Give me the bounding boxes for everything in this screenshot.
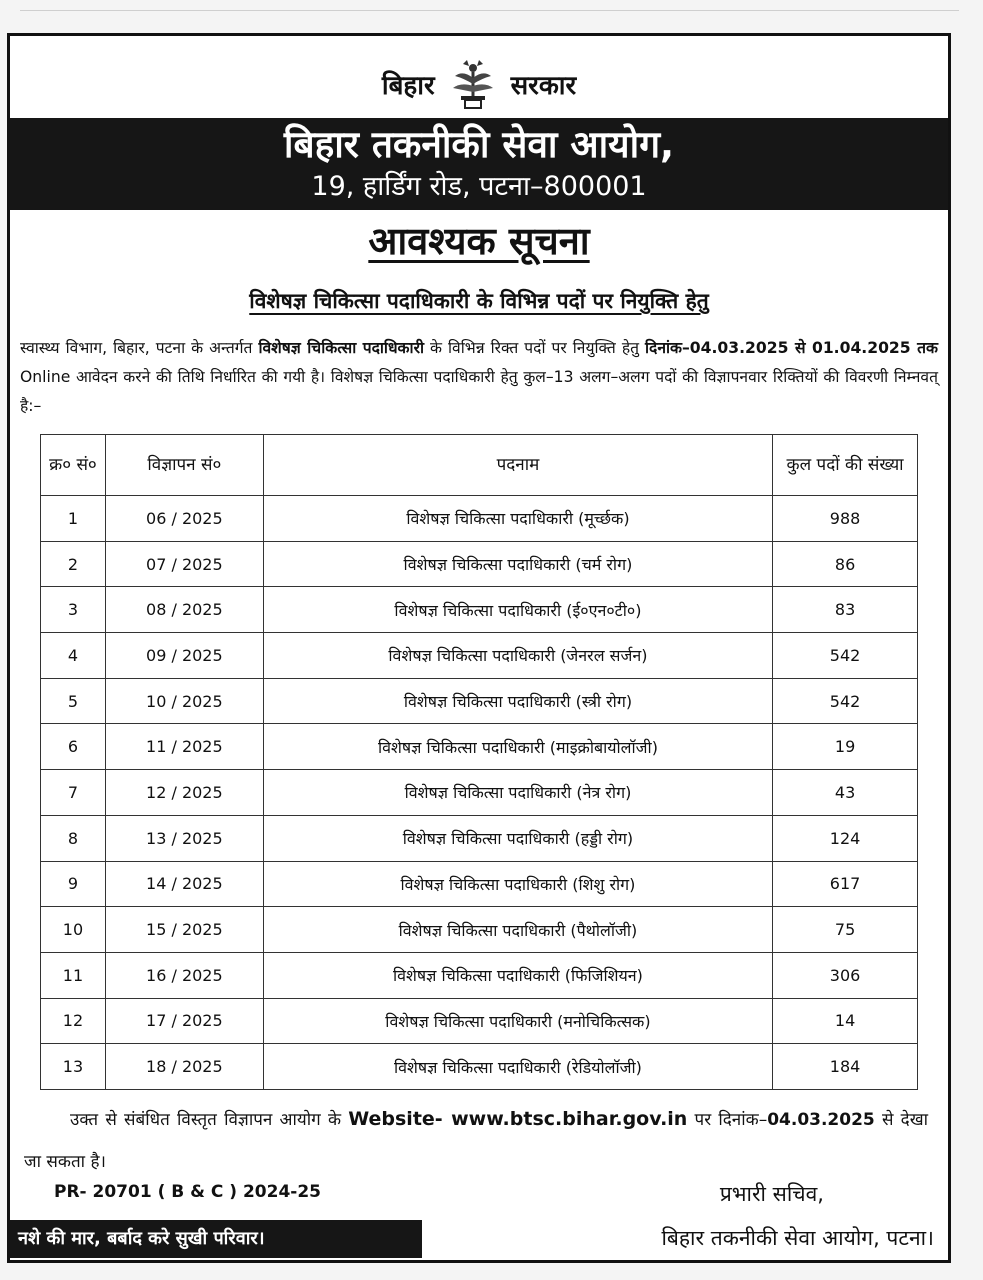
cell-advt-no: 06 / 2025 bbox=[105, 496, 263, 542]
cell-total-posts: 14 bbox=[773, 998, 918, 1044]
notice-title bbox=[10, 218, 948, 264]
footer-text-3: से देखा जा सकता है। bbox=[24, 1110, 929, 1172]
cell-serial: 1 bbox=[41, 496, 106, 542]
cell-post-name: विशेषज्ञ चिकित्सा पदाधिकारी (चर्म रोग) bbox=[263, 541, 772, 587]
organization-address: 19, हार्डिंग रोड, पटना–800001 bbox=[311, 171, 647, 202]
cell-serial: 5 bbox=[41, 678, 106, 724]
cell-advt-no: 13 / 2025 bbox=[105, 815, 263, 861]
government-header bbox=[10, 56, 948, 112]
intro-text-3: Online आवेदन करने की तिथि निर्धारित की गयी है। विशेषज्ञ चिकित्सा पदाधिकारी हेतु कुल–13 अलग–अलग पदों की विज्ञापनवार रिक्तियों की विवरणी निम्नवत् है:– bbox=[20, 368, 938, 415]
notice-title-text: आवश्यक सूचना bbox=[368, 219, 590, 263]
intro-text-2: के विभिन्न रिक्त पदों पर नियुक्ति हेतु bbox=[423, 339, 646, 357]
table-row bbox=[41, 633, 918, 679]
gov-left-text: बिहार bbox=[381, 71, 435, 101]
organization-name: बिहार तकनीकी सेवा आयोग, bbox=[283, 123, 675, 166]
cell-total-posts: 19 bbox=[773, 724, 918, 770]
cell-serial: 2 bbox=[41, 541, 106, 587]
cell-post-name: विशेषज्ञ चिकित्सा पदाधिकारी (स्त्री रोग) bbox=[263, 678, 772, 724]
gov-right-text: सरकार bbox=[510, 71, 577, 101]
cell-total-posts: 306 bbox=[773, 952, 918, 998]
cell-total-posts: 542 bbox=[773, 678, 918, 724]
table-row bbox=[41, 861, 918, 907]
cell-advt-no: 15 / 2025 bbox=[105, 907, 263, 953]
slogan-banner: नशे की मार, बर्बाद करे सुखी परिवार। bbox=[10, 1220, 422, 1258]
cell-serial: 4 bbox=[41, 633, 106, 679]
table-row bbox=[41, 815, 918, 861]
cell-post-name: विशेषज्ञ चिकित्सा पदाधिकारी (शिशु रोग) bbox=[263, 861, 772, 907]
cell-serial: 6 bbox=[41, 724, 106, 770]
cell-post-name: विशेषज्ञ चिकित्सा पदाधिकारी (माइक्रोबायोलॉजी) bbox=[263, 724, 772, 770]
signatory-designation: प्रभारी सचिव, bbox=[719, 1182, 824, 1206]
cell-total-posts: 184 bbox=[773, 1044, 918, 1090]
organization-banner bbox=[10, 118, 948, 210]
table-row bbox=[41, 496, 918, 542]
cell-serial: 7 bbox=[41, 770, 106, 816]
cell-post-name: विशेषज्ञ चिकित्सा पदाधिकारी (हड्डी रोग) bbox=[263, 815, 772, 861]
col-header-post-name: पदनाम bbox=[263, 435, 772, 496]
footer-text-2: पर दिनांक– bbox=[687, 1110, 768, 1130]
footer-paragraph bbox=[24, 1098, 928, 1183]
cell-serial: 13 bbox=[41, 1044, 106, 1090]
table-row bbox=[41, 952, 918, 998]
table-row bbox=[41, 541, 918, 587]
cell-total-posts: 43 bbox=[773, 770, 918, 816]
cell-advt-no: 07 / 2025 bbox=[105, 541, 263, 587]
bihar-emblem-icon bbox=[449, 58, 497, 110]
cell-post-name: विशेषज्ञ चिकित्सा पदाधिकारी (मूर्च्छक) bbox=[263, 496, 772, 542]
signature-block bbox=[661, 1172, 934, 1260]
cell-serial: 10 bbox=[41, 907, 106, 953]
col-header-advt-no: विज्ञापन सं० bbox=[105, 435, 263, 496]
notice-subtitle bbox=[10, 286, 948, 316]
cell-advt-no: 12 / 2025 bbox=[105, 770, 263, 816]
table-row bbox=[41, 907, 918, 953]
cell-total-posts: 83 bbox=[773, 587, 918, 633]
cell-advt-no: 09 / 2025 bbox=[105, 633, 263, 679]
website-link[interactable]: Website- www.btsc.bihar.gov.in bbox=[348, 1108, 688, 1130]
cell-serial: 12 bbox=[41, 998, 106, 1044]
signatory-organization: बिहार तकनीकी सेवा आयोग, पटना। bbox=[661, 1226, 934, 1250]
cell-post-name: विशेषज्ञ चिकित्सा पदाधिकारी (मनोचिकित्सक) bbox=[263, 998, 772, 1044]
footer-date: 04.03.2025 bbox=[767, 1110, 875, 1130]
intro-text-1: स्वास्थ्य विभाग, बिहार, पटना के अन्तर्गत bbox=[20, 339, 259, 357]
pr-number: PR- 20701 ( B & C ) 2024-25 bbox=[54, 1182, 322, 1202]
col-header-serial: क्र० सं० bbox=[41, 435, 106, 496]
vacancy-table bbox=[40, 434, 918, 1090]
cell-advt-no: 16 / 2025 bbox=[105, 952, 263, 998]
top-divider bbox=[20, 10, 959, 11]
col-header-total-posts: कुल पदों की संख्या bbox=[773, 435, 918, 496]
cell-post-name: विशेषज्ञ चिकित्सा पदाधिकारी (नेत्र रोग) bbox=[263, 770, 772, 816]
cell-advt-no: 08 / 2025 bbox=[105, 587, 263, 633]
cell-advt-no: 18 / 2025 bbox=[105, 1044, 263, 1090]
notice-frame bbox=[7, 33, 951, 1263]
cell-advt-no: 17 / 2025 bbox=[105, 998, 263, 1044]
intro-paragraph bbox=[20, 334, 938, 421]
cell-post-name: विशेषज्ञ चिकित्सा पदाधिकारी (ई०एन०टी०) bbox=[263, 587, 772, 633]
cell-advt-no: 10 / 2025 bbox=[105, 678, 263, 724]
notice-subtitle-text: विशेषज्ञ चिकित्सा पदाधिकारी के विभिन्न पदों पर नियुक्ति हेतु bbox=[249, 289, 709, 313]
cell-total-posts: 617 bbox=[773, 861, 918, 907]
cell-total-posts: 988 bbox=[773, 496, 918, 542]
intro-bold-1: विशेषज्ञ चिकित्सा पदाधिकारी bbox=[258, 339, 424, 357]
cell-serial: 11 bbox=[41, 952, 106, 998]
footer-text-1: उक्त से संबंधित विस्तृत विज्ञापन आयोग के bbox=[70, 1110, 349, 1130]
intro-bold-2: दिनांक–04.03.2025 से 01.04.2025 तक bbox=[645, 339, 938, 357]
cell-post-name: विशेषज्ञ चिकित्सा पदाधिकारी (पैथोलॉजी) bbox=[263, 907, 772, 953]
cell-serial: 9 bbox=[41, 861, 106, 907]
cell-advt-no: 11 / 2025 bbox=[105, 724, 263, 770]
table-row bbox=[41, 1044, 918, 1090]
table-header-row bbox=[41, 435, 918, 496]
cell-total-posts: 542 bbox=[773, 633, 918, 679]
table-row bbox=[41, 587, 918, 633]
cell-total-posts: 75 bbox=[773, 907, 918, 953]
cell-serial: 8 bbox=[41, 815, 106, 861]
table-row bbox=[41, 770, 918, 816]
cell-advt-no: 14 / 2025 bbox=[105, 861, 263, 907]
table-row bbox=[41, 998, 918, 1044]
cell-total-posts: 86 bbox=[773, 541, 918, 587]
cell-post-name: विशेषज्ञ चिकित्सा पदाधिकारी (फिजिशियन) bbox=[263, 952, 772, 998]
cell-total-posts: 124 bbox=[773, 815, 918, 861]
cell-post-name: विशेषज्ञ चिकित्सा पदाधिकारी (जेनरल सर्जन) bbox=[263, 633, 772, 679]
cell-post-name: विशेषज्ञ चिकित्सा पदाधिकारी (रेडियोलॉजी) bbox=[263, 1044, 772, 1090]
table-row bbox=[41, 678, 918, 724]
table-row bbox=[41, 724, 918, 770]
cell-serial: 3 bbox=[41, 587, 106, 633]
